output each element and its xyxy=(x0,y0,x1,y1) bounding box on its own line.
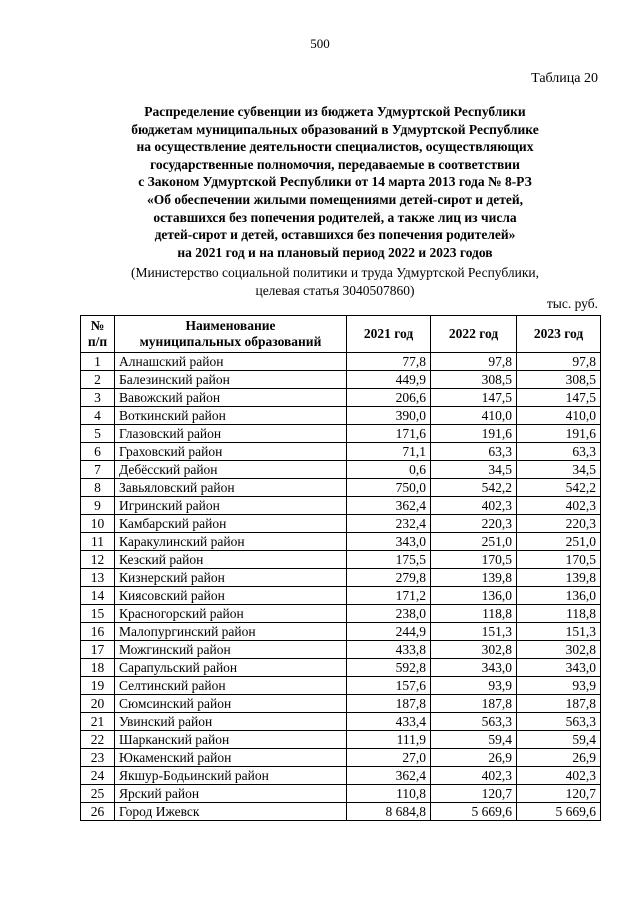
row-name: Якшур-Бодьинский район xyxy=(115,767,347,785)
row-2021: 27,0 xyxy=(347,749,431,767)
row-2022: 139,8 xyxy=(431,569,517,587)
row-2022: 343,0 xyxy=(431,659,517,677)
table-row xyxy=(81,497,601,515)
row-2023: 191,6 xyxy=(517,425,601,443)
table-row xyxy=(81,587,601,605)
row-name: Игринский район xyxy=(115,497,347,515)
row-2022: 97,8 xyxy=(431,353,517,371)
table-row xyxy=(81,659,601,677)
row-number: 16 xyxy=(81,623,115,641)
header-name xyxy=(115,316,347,353)
row-number: 2 xyxy=(81,371,115,389)
row-name: Воткинский район xyxy=(115,407,347,425)
row-name: Дебёсский район xyxy=(115,461,347,479)
header-2021: 2021 год xyxy=(347,316,431,353)
row-2021: 279,8 xyxy=(347,569,431,587)
table-row xyxy=(81,605,601,623)
row-2021: 362,4 xyxy=(347,497,431,515)
row-number: 10 xyxy=(81,515,115,533)
document-title xyxy=(60,103,610,261)
table-row xyxy=(81,641,601,659)
row-2022: 151,3 xyxy=(431,623,517,641)
row-2022: 63,3 xyxy=(431,443,517,461)
row-2022: 136,0 xyxy=(431,587,517,605)
row-number: 11 xyxy=(81,533,115,551)
row-2021: 244,9 xyxy=(347,623,431,641)
row-2022: 5 669,6 xyxy=(431,803,517,821)
row-number: 8 xyxy=(81,479,115,497)
row-2023: 151,3 xyxy=(517,623,601,641)
row-2023: 563,3 xyxy=(517,713,601,731)
row-name: Сарапульский район xyxy=(115,659,347,677)
table-row xyxy=(81,677,601,695)
row-2023: 118,8 xyxy=(517,605,601,623)
row-name: Кезский район xyxy=(115,551,347,569)
table-row xyxy=(81,443,601,461)
row-2021: 433,4 xyxy=(347,713,431,731)
row-number: 12 xyxy=(81,551,115,569)
row-2021: 238,0 xyxy=(347,605,431,623)
row-number: 13 xyxy=(81,569,115,587)
row-2021: 750,0 xyxy=(347,479,431,497)
row-2023: 26,9 xyxy=(517,749,601,767)
title-line: «Об обеспечении жилыми помещениями детей-сирот и детей, xyxy=(146,191,523,207)
row-2022: 302,8 xyxy=(431,641,517,659)
row-number: 5 xyxy=(81,425,115,443)
row-name: Балезинский район xyxy=(115,371,347,389)
row-2021: 8 684,8 xyxy=(347,803,431,821)
row-number: 19 xyxy=(81,677,115,695)
row-number: 23 xyxy=(81,749,115,767)
row-number: 20 xyxy=(81,695,115,713)
row-2022: 120,7 xyxy=(431,785,517,803)
header-number-line1: № xyxy=(90,318,105,333)
row-name: Можгинский район xyxy=(115,641,347,659)
header-name-line1: Наименование xyxy=(185,318,276,333)
row-name: Вавожский район xyxy=(115,389,347,407)
row-2023: 139,8 xyxy=(517,569,601,587)
table-row xyxy=(81,533,601,551)
row-2022: 251,0 xyxy=(431,533,517,551)
row-2022: 410,0 xyxy=(431,407,517,425)
row-number: 21 xyxy=(81,713,115,731)
row-number: 1 xyxy=(81,353,115,371)
row-2021: 433,8 xyxy=(347,641,431,659)
row-number: 14 xyxy=(81,587,115,605)
row-name: Сюмсинский район xyxy=(115,695,347,713)
page-number: 500 xyxy=(310,36,330,51)
row-number: 3 xyxy=(81,389,115,407)
row-2021: 171,2 xyxy=(347,587,431,605)
row-2021: 157,6 xyxy=(347,677,431,695)
row-name: Город Ижевск xyxy=(115,803,347,821)
row-2021: 0,6 xyxy=(347,461,431,479)
table-row xyxy=(81,767,601,785)
row-name: Киясовский район xyxy=(115,587,347,605)
title-line: бюджетам муниципальных образований в Удмуртской Республике xyxy=(131,121,539,137)
row-name: Завьяловский район xyxy=(115,479,347,497)
row-2023: 187,8 xyxy=(517,695,601,713)
row-2021: 111,9 xyxy=(347,731,431,749)
row-2023: 302,8 xyxy=(517,641,601,659)
row-2021: 232,4 xyxy=(347,515,431,533)
row-2023: 251,0 xyxy=(517,533,601,551)
row-2021: 171,6 xyxy=(347,425,431,443)
title-line: с Законом Удмуртской Республики от 14 марта 2013 года № 8-РЗ xyxy=(138,174,532,190)
row-number: 26 xyxy=(81,803,115,821)
row-2022: 542,2 xyxy=(431,479,517,497)
table-label: Таблица 20 xyxy=(531,71,598,86)
row-name: Алнашский район xyxy=(115,353,347,371)
row-name: Глазовский район xyxy=(115,425,347,443)
row-number: 6 xyxy=(81,443,115,461)
row-2022: 118,8 xyxy=(431,605,517,623)
row-number: 18 xyxy=(81,659,115,677)
row-2021: 362,4 xyxy=(347,767,431,785)
row-2022: 402,3 xyxy=(431,497,517,515)
table-row xyxy=(81,695,601,713)
row-number: 9 xyxy=(81,497,115,515)
row-2022: 220,3 xyxy=(431,515,517,533)
row-2021: 187,8 xyxy=(347,695,431,713)
subtitle-line: (Министерство социальной политики и труда Удмуртской Республики, xyxy=(130,265,540,280)
row-name: Кизнерский район xyxy=(115,569,347,587)
row-2023: 410,0 xyxy=(517,407,601,425)
row-2022: 308,5 xyxy=(431,371,517,389)
title-line: оставшихся без попечения родителей, а также лиц из числа xyxy=(153,209,517,225)
row-name: Камбарский район xyxy=(115,515,347,533)
row-2022: 563,3 xyxy=(431,713,517,731)
row-2023: 63,3 xyxy=(517,443,601,461)
row-2023: 343,0 xyxy=(517,659,601,677)
row-name: Каракулинский район xyxy=(115,533,347,551)
row-2022: 191,6 xyxy=(431,425,517,443)
row-2022: 170,5 xyxy=(431,551,517,569)
row-2021: 110,8 xyxy=(347,785,431,803)
row-name: Граховский район xyxy=(115,443,347,461)
document-subtitle xyxy=(60,264,610,299)
subvention-table xyxy=(80,315,601,821)
header-2022: 2022 год xyxy=(431,316,517,353)
row-2021: 390,0 xyxy=(347,407,431,425)
table-row xyxy=(81,749,601,767)
row-2023: 147,5 xyxy=(517,389,601,407)
table-row xyxy=(81,713,601,731)
row-number: 22 xyxy=(81,731,115,749)
row-number: 24 xyxy=(81,767,115,785)
row-2021: 175,5 xyxy=(347,551,431,569)
subtitle-line: целевая статья 3040507860) xyxy=(255,282,415,298)
title-line: Распределение субвенции из бюджета Удмуртской Республики xyxy=(144,104,526,119)
title-line: государственные полномочия, передаваемые в соответствии xyxy=(150,156,520,172)
row-2021: 343,0 xyxy=(347,533,431,551)
table-row xyxy=(81,371,601,389)
row-2023: 59,4 xyxy=(517,731,601,749)
header-number xyxy=(81,316,115,353)
units-label: тыс. руб. xyxy=(546,296,598,311)
row-2023: 136,0 xyxy=(517,587,601,605)
header-number-line2: п/п xyxy=(87,334,108,349)
row-number: 25 xyxy=(81,785,115,803)
row-number: 7 xyxy=(81,461,115,479)
table-header-row xyxy=(81,316,601,353)
table-row xyxy=(81,623,601,641)
title-line: на осуществление деятельности специалистов, осуществляющих xyxy=(136,139,534,155)
row-name: Юкаменский район xyxy=(115,749,347,767)
row-2023: 34,5 xyxy=(517,461,601,479)
table-row xyxy=(81,479,601,497)
row-2023: 120,7 xyxy=(517,785,601,803)
row-2023: 402,3 xyxy=(517,497,601,515)
row-name: Увинский район xyxy=(115,713,347,731)
row-2022: 26,9 xyxy=(431,749,517,767)
header-name-line2: муниципальных образований xyxy=(139,334,322,349)
title-line: на 2021 год и на плановый период 2022 и 2023 годов xyxy=(177,244,493,260)
row-name: Селтинский район xyxy=(115,677,347,695)
row-number: 15 xyxy=(81,605,115,623)
table-row xyxy=(81,731,601,749)
row-2023: 308,5 xyxy=(517,371,601,389)
row-2022: 147,5 xyxy=(431,389,517,407)
row-2022: 402,3 xyxy=(431,767,517,785)
row-2021: 77,8 xyxy=(347,353,431,371)
row-2022: 187,8 xyxy=(431,695,517,713)
row-2023: 170,5 xyxy=(517,551,601,569)
table-row xyxy=(81,425,601,443)
row-name: Ярский район xyxy=(115,785,347,803)
table-row xyxy=(81,389,601,407)
row-2021: 592,8 xyxy=(347,659,431,677)
row-number: 4 xyxy=(81,407,115,425)
row-2023: 402,3 xyxy=(517,767,601,785)
table-row xyxy=(81,803,601,821)
table-row xyxy=(81,407,601,425)
row-2021: 206,6 xyxy=(347,389,431,407)
row-2023: 542,2 xyxy=(517,479,601,497)
row-2023: 220,3 xyxy=(517,515,601,533)
row-2021: 71,1 xyxy=(347,443,431,461)
row-2021: 449,9 xyxy=(347,371,431,389)
header-2023: 2023 год xyxy=(517,316,601,353)
title-line: детей-сирот и детей, оставшихся без попечения родителей» xyxy=(154,227,516,243)
row-2023: 93,9 xyxy=(517,677,601,695)
table-row xyxy=(81,551,601,569)
table-row xyxy=(81,353,601,371)
row-2022: 59,4 xyxy=(431,731,517,749)
row-number: 17 xyxy=(81,641,115,659)
row-2023: 5 669,6 xyxy=(517,803,601,821)
row-name: Шарканский район xyxy=(115,731,347,749)
table-row xyxy=(81,569,601,587)
row-name: Малопургинский район xyxy=(115,623,347,641)
row-2023: 97,8 xyxy=(517,353,601,371)
table-row xyxy=(81,515,601,533)
row-2022: 93,9 xyxy=(431,677,517,695)
row-name: Красногорский район xyxy=(115,605,347,623)
row-2022: 34,5 xyxy=(431,461,517,479)
table-row xyxy=(81,461,601,479)
table-row xyxy=(81,785,601,803)
